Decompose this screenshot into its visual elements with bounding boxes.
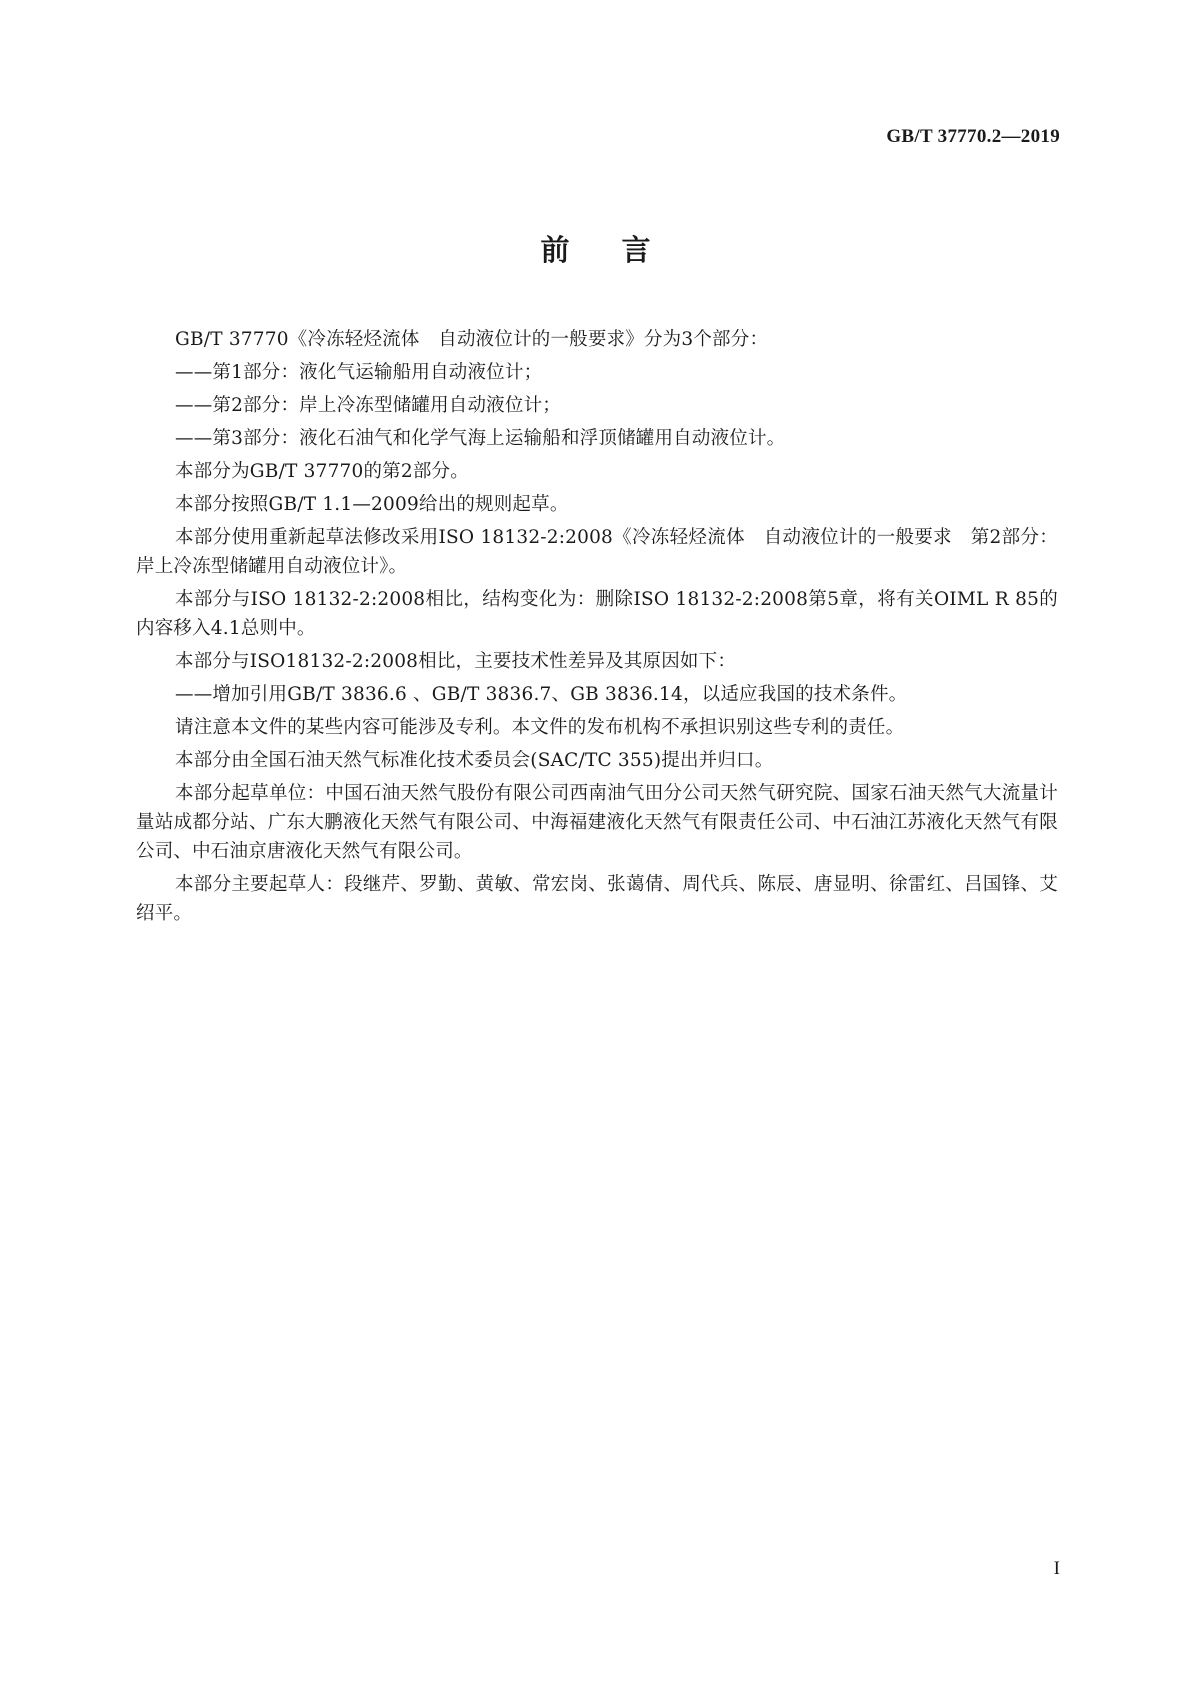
paragraph-drafting-rules: 本部分按照GB/T 1.1—2009给出的规则起草。 <box>175 494 569 515</box>
paragraph-adoption: 本部分使用重新起草法修改采用ISO 18132-2:2008《冷冻轻烃流体 自动液位计的一般要求 第2部分：岸上冷冻型储罐用自动液位计》。 <box>136 527 1058 577</box>
list-item-part-2: ——第2部分：岸上冷冻型储罐用自动液位计； <box>175 395 561 416</box>
paragraph-patent-notice: 请注意本文件的某些内容可能涉及专利。本文件的发布机构不承担识别这些专利的责任。 <box>175 717 905 738</box>
paragraph-proposer: 本部分由全国石油天然气标准化技术委员会(SAC/TC 355)提出并归口。 <box>175 750 774 771</box>
page-title: 前言 <box>540 233 703 267</box>
paragraph-this-part: 本部分为GB/T 37770的第2部分。 <box>175 461 469 482</box>
paragraph-drafters: 本部分主要起草人：段继芹、罗勤、黄敏、常宏岗、张蔼倩、周代兵、陈辰、唐显明、徐雷红、吕国锋、艾绍平。 <box>136 874 1058 924</box>
list-item-part-3: ——第3部分：液化石油气和化学气海上运输船和浮顶储罐用自动液位计。 <box>175 428 786 449</box>
paragraph-parts-intro: GB/T 37770《冷冻轻烃流体 自动液位计的一般要求》分为3个部分： <box>175 329 769 350</box>
standard-number: GB/T 37770.2—2019 <box>886 126 1060 147</box>
paragraph-drafting-units: 本部分起草单位：中国石油天然气股份有限公司西南油气田分公司天然气研究院、国家石油天然气大流量计量站成都分站、广东大鹏液化天然气有限公司、中海福建液化天然气有限责任公司、中石油江苏液化天然气有限公司、中石油京唐液化天然气有限公司。 <box>136 783 1058 862</box>
page-number: I <box>1053 1558 1060 1579</box>
list-item-part-1: ——第1部分：液化气运输船用自动液位计； <box>175 362 543 383</box>
foreword-body <box>136 325 1058 932</box>
list-item-added-references: ——增加引用GB/T 3836.6 、GB/T 3836.7、GB 3836.14，以适应我国的技术条件。 <box>175 684 908 705</box>
paragraph-structure-changes: 本部分与ISO 18132-2:2008相比，结构变化为：删除ISO 18132-2:2008第5章，将有关OIML R 85的内容移入4.1总则中。 <box>136 589 1058 639</box>
paragraph-technical-differences: 本部分与ISO18132-2:2008相比，主要技术性差异及其原因如下： <box>175 651 737 672</box>
